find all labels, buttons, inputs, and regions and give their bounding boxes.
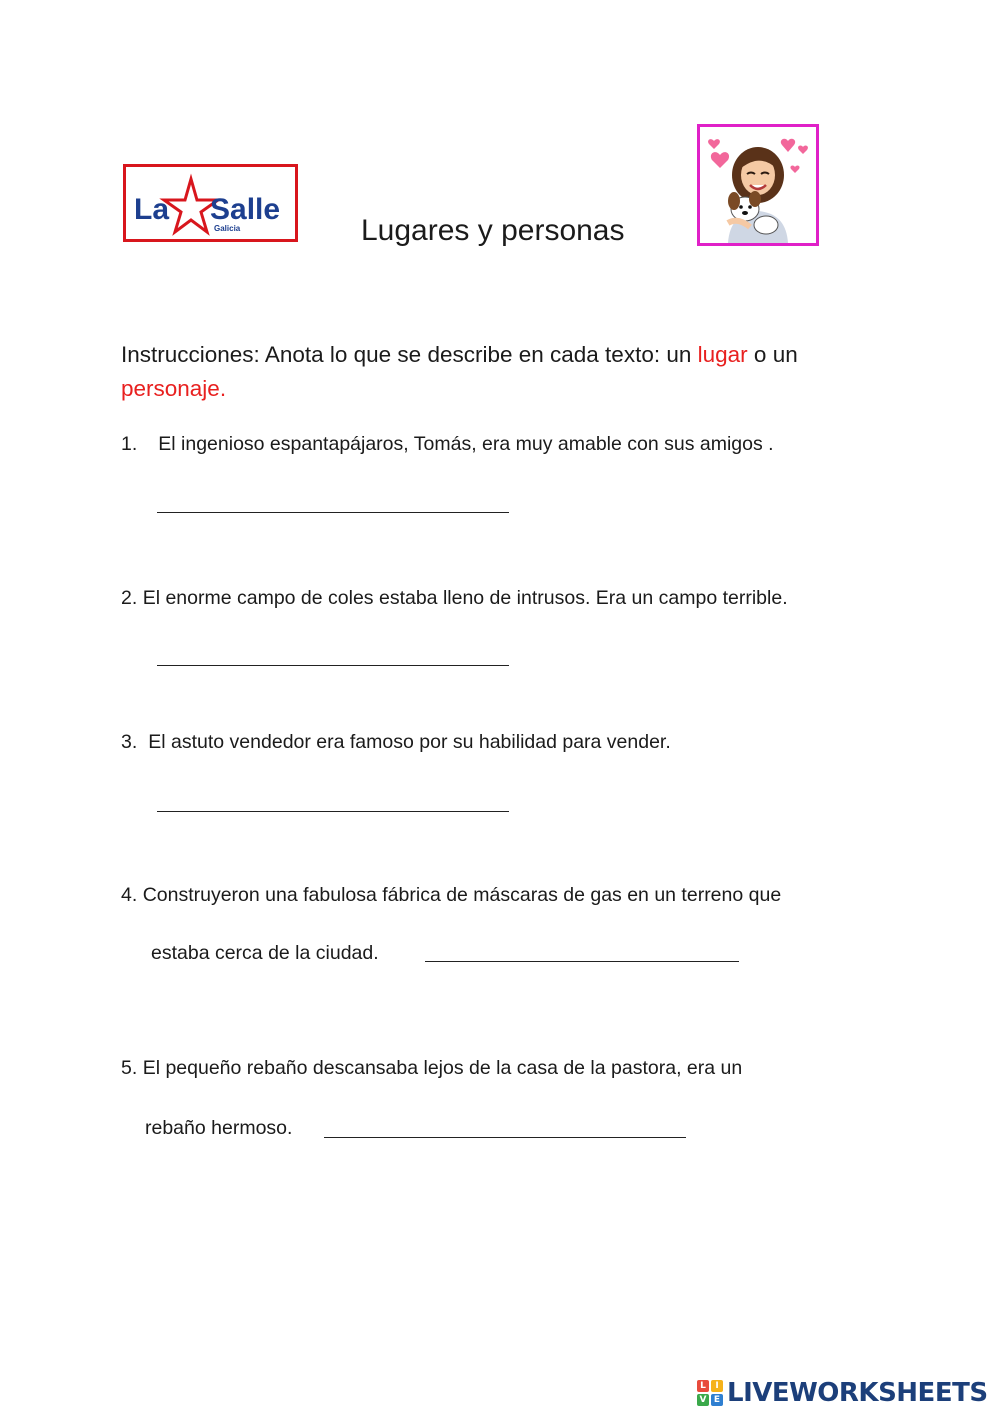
question-text: El enorme campo de coles estaba lleno de intrusos. Era un campo terrible. <box>142 587 788 609</box>
instructions <box>121 338 881 406</box>
instructions-lugar: lugar <box>697 342 748 367</box>
question-text: Construyeron una fabulosa fábrica de máscaras de gas en un terreno que <box>142 884 782 906</box>
question-number: 2. <box>121 587 138 609</box>
logo-text-la: La <box>134 193 170 226</box>
answer-line-1[interactable] <box>157 512 509 513</box>
question-2 <box>121 587 788 610</box>
instructions-text-1: Anota lo que se describe en cada texto: un <box>259 342 698 367</box>
question-number: 5. <box>121 1057 138 1079</box>
liveworksheets-text: LIVEWORKSHEETS <box>727 1378 988 1408</box>
question-3 <box>121 731 671 754</box>
girl-with-dog-avatar-icon <box>700 127 816 243</box>
avatar <box>697 124 819 246</box>
la-salle-star-icon <box>126 167 295 239</box>
liveworksheets-brand <box>697 1376 988 1410</box>
answer-line-4[interactable] <box>425 961 739 962</box>
la-salle-logo <box>123 164 298 242</box>
answer-line-5[interactable] <box>324 1137 686 1138</box>
question-4-line-2: estaba cerca de la ciudad. <box>151 942 379 964</box>
question-number: 4. <box>121 884 138 906</box>
answer-line-2[interactable] <box>157 665 509 666</box>
question-4 <box>121 884 781 907</box>
question-number: 3. <box>121 731 138 753</box>
logo-text-salle: Salle <box>210 193 281 226</box>
question-text: El ingenioso espantapájaros, Tomás, era muy amable con sus amigos . <box>158 433 774 455</box>
instructions-personaje: personaje. <box>121 376 227 401</box>
question-5 <box>121 1057 742 1080</box>
question-text: El astuto vendedor era famoso por su habilidad para vender. <box>148 731 671 753</box>
page-title: Lugares y personas <box>361 214 625 247</box>
liveworksheets-logo-icon: L I V E <box>697 1380 723 1406</box>
question-text: El pequeño rebaño descansaba lejos de la casa de la pastora, era un <box>142 1057 743 1079</box>
question-1 <box>121 433 774 456</box>
instructions-text-2: o un <box>747 342 798 367</box>
answer-line-3[interactable] <box>157 811 509 812</box>
instructions-label: Instrucciones: <box>121 342 260 367</box>
question-5-line-2: rebaño hermoso. <box>145 1117 293 1139</box>
logo-subtext: Galicia <box>214 224 241 233</box>
question-number: 1. <box>121 433 138 455</box>
